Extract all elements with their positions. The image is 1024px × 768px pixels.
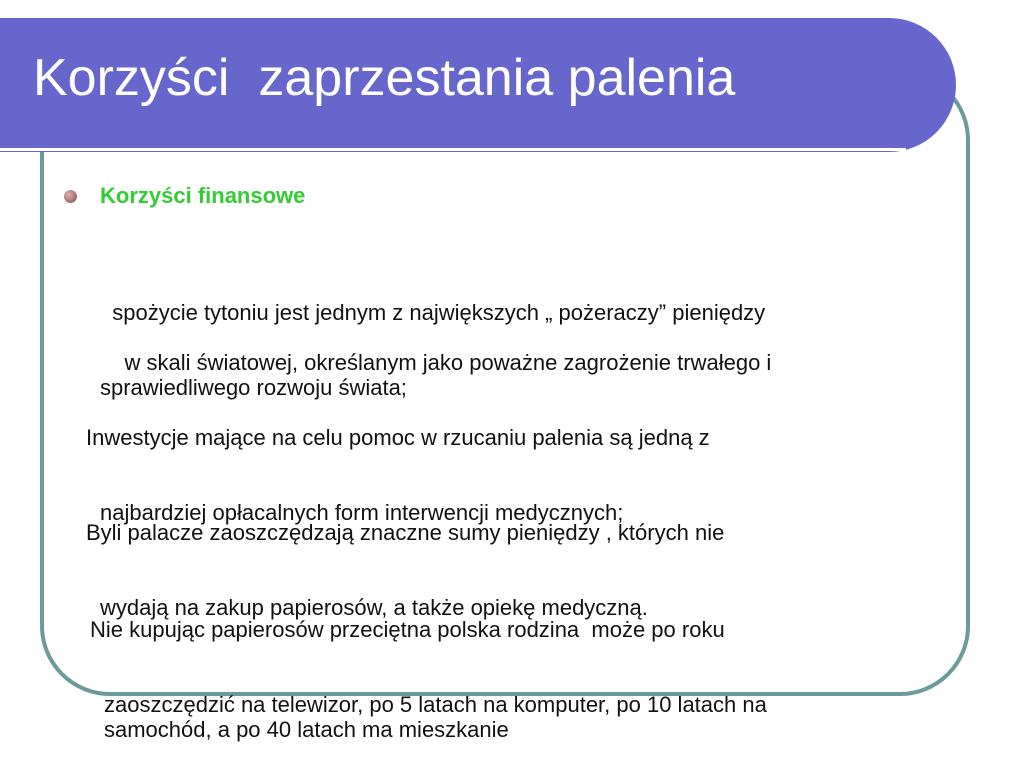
- title-underline: [0, 148, 906, 151]
- paragraph-3-first-line: Byli palacze zaoszczędzają znaczne sumy pieniędzy , których nie: [86, 520, 725, 545]
- section-heading: Korzyści finansowe: [100, 183, 306, 208]
- bullet-dot-icon: [64, 190, 77, 203]
- paragraph-4: [90, 567, 970, 768]
- paragraph-4-first-line: Nie kupując papierosów przeciętna polska rodzina może po roku: [90, 617, 725, 642]
- paragraph-2-first-line: Inwestycje mające na celu pomoc w rzucaniu palenia są jedną z: [86, 425, 710, 450]
- slide-title: Korzyści zaprzestania palenia: [33, 49, 736, 107]
- paragraph-4-continuation: zaoszczędzić na telewizor, po 5 latach na komputer, po 10 latach na samochód, a po 40 latach ma mieszkanie: [104, 692, 767, 742]
- paragraph-1-continuation: w skali światowej, określanym jako poważne zagrożenie trwałego i sprawiedliwego rozwoju świata;: [100, 350, 772, 400]
- paragraph-2-continuation: najbardziej opłacalnych form interwencji medycznych;: [100, 500, 624, 525]
- paragraph-3-continuation: wydają na zakup papierosów, a także opiekę medyczną.: [100, 595, 648, 620]
- paragraph-1-first-line: spożycie tytoniu jest jednym z największych „ pożeraczy” pieniędzy: [100, 300, 766, 325]
